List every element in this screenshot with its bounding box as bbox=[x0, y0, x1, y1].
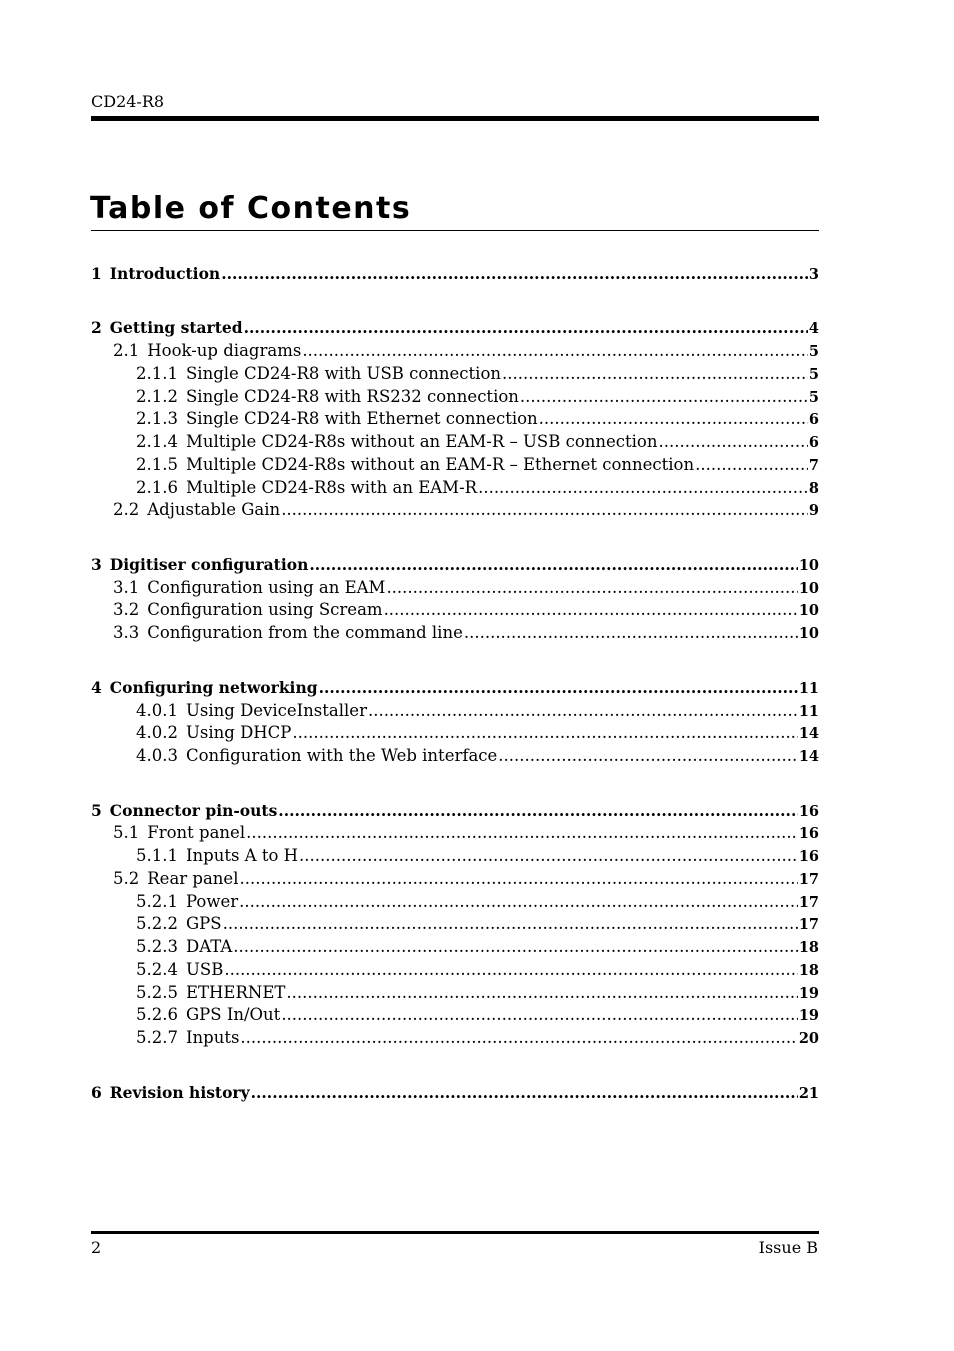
toc-entry-number: 5.2.3 bbox=[136, 937, 178, 956]
toc-entry-number: 5.2.4 bbox=[136, 960, 178, 979]
toc-entry-page: 16 bbox=[798, 825, 819, 842]
toc-entry-label: DATA bbox=[185, 937, 233, 956]
toc-entry[interactable] bbox=[91, 677, 819, 699]
toc-entry[interactable] bbox=[136, 959, 819, 981]
toc-dot-leader bbox=[286, 982, 797, 1004]
toc-entry[interactable] bbox=[136, 722, 819, 744]
toc-entry-page: 8 bbox=[808, 480, 819, 497]
toc-entry-page: 20 bbox=[798, 1030, 819, 1047]
toc-entry-page: 3 bbox=[808, 266, 819, 283]
toc-entry[interactable] bbox=[136, 477, 819, 499]
toc-dot-leader bbox=[464, 622, 798, 644]
toc-entry-page: 5 bbox=[808, 389, 819, 406]
toc-entry-page: 6 bbox=[808, 411, 819, 428]
toc-dot-leader bbox=[386, 577, 797, 599]
toc-entry-number: 4.0.1 bbox=[136, 701, 178, 720]
toc-entry-label: GPS bbox=[185, 914, 222, 933]
toc-entry-label: Rear panel bbox=[147, 869, 239, 888]
toc-dot-leader bbox=[539, 408, 808, 430]
toc-dot-leader bbox=[240, 1027, 797, 1049]
toc-entry-label: Using DHCP bbox=[185, 723, 292, 742]
toc-entry-label: Multiple CD24-R8s with an EAM-R bbox=[185, 478, 478, 497]
toc-entry-page: 9 bbox=[808, 502, 819, 519]
toc-entry-label: Multiple CD24-R8s without an EAM-R – USB connection bbox=[185, 432, 658, 451]
toc-entry-number: 5.2 bbox=[113, 869, 140, 888]
toc-entry[interactable] bbox=[91, 1082, 819, 1104]
toc-entry-label: Adjustable Gain bbox=[147, 500, 281, 519]
toc-dot-leader bbox=[239, 868, 797, 890]
toc-dot-leader bbox=[223, 913, 798, 935]
toc-entry-page: 10 bbox=[798, 625, 819, 642]
toc-entry[interactable] bbox=[91, 263, 819, 285]
toc-entry-number: 5.1 bbox=[113, 823, 140, 842]
toc-entry-number: 2 bbox=[91, 318, 102, 337]
toc-entry-label: Hook-up diagrams bbox=[147, 341, 302, 360]
toc-entry-page: 17 bbox=[798, 916, 819, 933]
toc-entry-number: 5.2.5 bbox=[136, 983, 178, 1002]
toc-entry[interactable] bbox=[113, 340, 819, 362]
toc-dot-leader bbox=[520, 386, 808, 408]
toc-dot-leader bbox=[302, 340, 808, 362]
toc-entry-number: 2.1.2 bbox=[136, 387, 178, 406]
toc-entry-label: Getting started bbox=[109, 318, 243, 337]
footer-rule bbox=[91, 1231, 819, 1234]
toc-entry-number: 3.1 bbox=[113, 578, 140, 597]
toc-dot-leader bbox=[478, 477, 808, 499]
header-doc-id: CD24-R8 bbox=[91, 92, 165, 111]
toc-entry-page: 16 bbox=[798, 848, 819, 865]
toc-entry-page: 16 bbox=[798, 803, 819, 820]
toc-dot-leader bbox=[221, 263, 808, 285]
toc-dot-leader bbox=[233, 936, 798, 958]
toc-dot-leader bbox=[695, 454, 808, 476]
toc-entry-page: 10 bbox=[798, 602, 819, 619]
footer-page-number: 2 bbox=[91, 1238, 102, 1257]
toc-entry[interactable] bbox=[136, 1004, 819, 1026]
toc-dot-leader bbox=[299, 845, 798, 867]
toc-entry-page: 17 bbox=[798, 894, 819, 911]
toc-entry-label: USB bbox=[185, 960, 224, 979]
toc-entry-label: ETHERNET bbox=[185, 983, 286, 1002]
toc-entry[interactable] bbox=[136, 431, 819, 453]
toc-entry-page: 21 bbox=[798, 1085, 819, 1102]
toc-entry-number: 2.1.5 bbox=[136, 455, 178, 474]
toc-entry-number: 2.1.4 bbox=[136, 432, 178, 451]
toc-entry-label: Single CD24-R8 with Ethernet connection bbox=[185, 409, 538, 428]
toc-entry-number: 4.0.2 bbox=[136, 723, 178, 742]
toc-entry[interactable] bbox=[136, 745, 819, 767]
toc-entry[interactable] bbox=[113, 599, 819, 621]
toc-dot-leader bbox=[251, 1082, 798, 1104]
toc-entry-number: 3.3 bbox=[113, 623, 140, 642]
toc-entry-number: 1 bbox=[91, 264, 102, 283]
toc-entry-label: Connector pin-outs bbox=[109, 801, 278, 820]
toc-dot-leader bbox=[368, 700, 798, 722]
toc-dot-leader bbox=[244, 317, 808, 339]
toc-entry-label: Single CD24-R8 with USB connection bbox=[185, 364, 502, 383]
toc-dot-leader bbox=[246, 822, 798, 844]
toc-dot-leader bbox=[658, 431, 807, 453]
toc-entry-number: 3 bbox=[91, 555, 102, 574]
toc-entry[interactable] bbox=[136, 700, 819, 722]
toc-entry-number: 2.1.3 bbox=[136, 409, 178, 428]
page-title: Table of Contents bbox=[90, 191, 412, 226]
toc-entry-page: 11 bbox=[798, 680, 819, 697]
toc-entry[interactable] bbox=[113, 868, 819, 890]
toc-entry-number: 2.1.6 bbox=[136, 478, 178, 497]
toc-entry-label: Power bbox=[185, 892, 239, 911]
toc-entry[interactable] bbox=[91, 800, 819, 822]
toc-entry[interactable] bbox=[91, 554, 819, 576]
toc-entry-page: 4 bbox=[808, 320, 819, 337]
toc-entry-number: 5.2.2 bbox=[136, 914, 178, 933]
toc-entry-number: 2.2 bbox=[113, 500, 140, 519]
toc-entry-page: 18 bbox=[798, 939, 819, 956]
toc-entry-label: Single CD24-R8 with RS232 connection bbox=[185, 387, 519, 406]
toc-dot-leader bbox=[239, 891, 798, 913]
toc-entry-number: 5.2.7 bbox=[136, 1028, 178, 1047]
toc-entry[interactable] bbox=[113, 822, 819, 844]
toc-entry-label: Configuring networking bbox=[109, 678, 318, 697]
toc-entry-label: Front panel bbox=[147, 823, 246, 842]
toc-entry-label: Configuration from the command line bbox=[147, 623, 463, 642]
toc-entry-number: 5 bbox=[91, 801, 102, 820]
toc-dot-leader bbox=[309, 554, 797, 576]
toc-entry[interactable] bbox=[136, 363, 819, 385]
toc-dot-leader bbox=[224, 959, 797, 981]
toc-entry[interactable] bbox=[136, 845, 819, 867]
toc-entry-page: 5 bbox=[808, 366, 819, 383]
toc-entry-page: 14 bbox=[798, 748, 819, 765]
toc-entry[interactable] bbox=[91, 317, 819, 339]
toc-entry[interactable] bbox=[113, 577, 819, 599]
toc-dot-leader bbox=[319, 677, 798, 699]
toc-entry-page: 10 bbox=[798, 557, 819, 574]
toc-entry-page: 17 bbox=[798, 871, 819, 888]
toc-entry[interactable] bbox=[136, 408, 819, 430]
toc-entry-label: Multiple CD24-R8s without an EAM-R – Ethernet connection bbox=[185, 455, 695, 474]
toc-entry-page: 6 bbox=[808, 434, 819, 451]
toc-dot-leader bbox=[281, 499, 808, 521]
toc-entry[interactable] bbox=[136, 913, 819, 935]
toc-entry-page: 19 bbox=[798, 985, 819, 1002]
toc-entry-label: Introduction bbox=[109, 264, 221, 283]
toc-entry-number: 5.1.1 bbox=[136, 846, 178, 865]
toc-entry-label: GPS In/Out bbox=[185, 1005, 281, 1024]
toc-entry-page: 19 bbox=[798, 1007, 819, 1024]
toc-dot-leader bbox=[292, 722, 797, 744]
toc-entry-page: 7 bbox=[808, 457, 819, 474]
toc-entry-number: 4.0.3 bbox=[136, 746, 178, 765]
toc-entry[interactable] bbox=[136, 454, 819, 476]
toc-dot-leader bbox=[384, 599, 798, 621]
toc-entry-number: 6 bbox=[91, 1083, 102, 1102]
toc-dot-leader bbox=[281, 1004, 798, 1026]
toc-entry[interactable] bbox=[113, 499, 819, 521]
toc-dot-leader bbox=[498, 745, 798, 767]
toc-entry-label: Digitiser configuration bbox=[109, 555, 309, 574]
toc-entry-label: Inputs A to H bbox=[185, 846, 299, 865]
toc-entry-label: Inputs bbox=[185, 1028, 240, 1047]
toc-entry-page: 14 bbox=[798, 725, 819, 742]
toc-entry[interactable] bbox=[136, 386, 819, 408]
toc-dot-leader bbox=[278, 800, 798, 822]
toc-entry-label: Configuration with the Web interface bbox=[185, 746, 498, 765]
toc-entry[interactable] bbox=[113, 622, 819, 644]
toc-entry[interactable] bbox=[136, 891, 819, 913]
toc-entry[interactable] bbox=[136, 936, 819, 958]
toc-entry[interactable] bbox=[136, 982, 819, 1004]
toc-entry-label: Configuration using an EAM bbox=[147, 578, 386, 597]
toc-entry-number: 3.2 bbox=[113, 600, 140, 619]
toc-entry-label: Revision history bbox=[109, 1083, 250, 1102]
toc-entry-number: 2.1.1 bbox=[136, 364, 178, 383]
toc-entry-label: Configuration using Scream bbox=[147, 600, 383, 619]
footer-issue: Issue B bbox=[758, 1238, 818, 1257]
toc-entry-number: 4 bbox=[91, 678, 102, 697]
toc-entry-page: 11 bbox=[798, 703, 819, 720]
toc-entry-number: 2.1 bbox=[113, 341, 140, 360]
toc-entry-number: 5.2.1 bbox=[136, 892, 178, 911]
toc-entry-page: 5 bbox=[808, 343, 819, 360]
toc-entry[interactable] bbox=[136, 1027, 819, 1049]
toc-entry-page: 10 bbox=[798, 580, 819, 597]
toc-entry-number: 5.2.6 bbox=[136, 1005, 178, 1024]
toc-entry-label: Using DeviceInstaller bbox=[185, 701, 367, 720]
toc-dot-leader bbox=[502, 363, 808, 385]
toc-entry-page: 18 bbox=[798, 962, 819, 979]
